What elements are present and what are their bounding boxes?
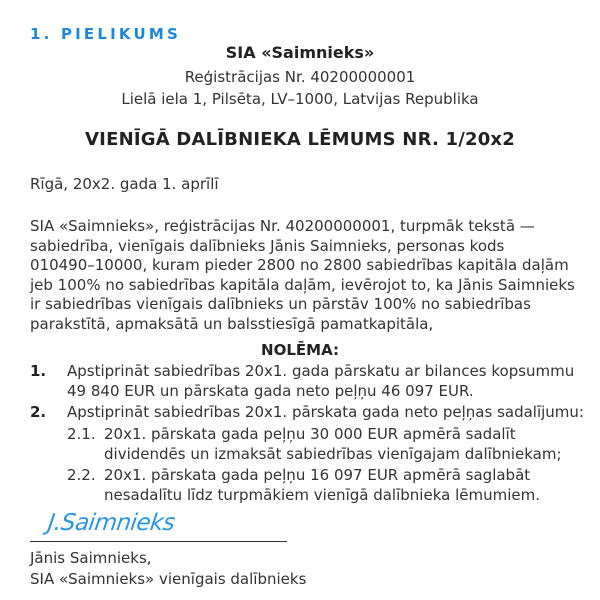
company-address: Lielā iela 1, Pilsēta, LV–1000, Latvijas Republika — [121, 90, 479, 108]
item-line: 49 840 EUR un pārskata gada neto peļņu 46 097 EUR. — [67, 382, 474, 400]
decided-heading: NOLĒMA: — [261, 341, 339, 359]
item-number: 1. — [30, 362, 47, 380]
intro-line: sabiedrība, vienīgais dalībnieks Jānis Saimnieks, personas kods — [30, 236, 505, 255]
subitem-number: 2.1. — [67, 425, 96, 443]
subitem-line: dividendēs un izmaksāt sabiedrības vienīgajam dalībniekam; — [104, 445, 562, 463]
document-title: VIENĪGĀ DALĪBNIEKA LĒMUMS NR. 1/20x2 — [85, 129, 515, 150]
item-line: Apstiprināt sabiedrības 20x1. pārskata gada neto peļņas sadalījumu: — [67, 403, 584, 421]
appendix-label: 1. PIELIKUMS — [30, 25, 181, 43]
intro-paragraph — [30, 217, 575, 334]
registration-number: Reģistrācijas Nr. 40200000001 — [184, 68, 416, 86]
place-date: Rīgā, 20x2. gada 1. aprīlī — [30, 175, 219, 193]
subitem-line: 20x1. pārskata gada peļņu 30 000 EUR apmērā sadalīt — [104, 425, 516, 443]
intro-line: 010490–10000, kuram pieder 2800 no 2800 sabiedrības kapitāla daļām — [30, 256, 569, 274]
intro-line: SIA «Saimnieks», reģistrācijas Nr. 40200000001, turpmāk tekstā — — [30, 217, 535, 235]
handwritten-signature: J.Saimnieks — [46, 510, 177, 536]
company-name: SIA «Saimnieks» — [225, 43, 375, 62]
subitem-line: nesadalītu līdz turpmākiem vienīgā dalībnieka lēmumiem. — [104, 486, 540, 504]
intro-line: ir sabiedrības vienīgais dalībnieks un pārstāv 100% no sabiedrības — [30, 295, 531, 313]
intro-line: parakstītā, apmaksātā un balsstiesīgā pamatkapitāla, — [30, 314, 434, 333]
subitem-number: 2.2. — [67, 466, 96, 484]
signature-line — [30, 541, 287, 542]
signer-role: SIA «Saimnieks» vienīgais dalībnieks — [30, 570, 307, 588]
subitem-line: 20x1. pārskata gada peļņu 16 097 EUR apmērā saglabāt — [104, 466, 531, 484]
item-line: Apstiprināt sabiedrības 20x1. gada pārskatu ar bilances kopsummu — [67, 362, 575, 380]
item-number: 2. — [30, 403, 47, 421]
intro-line: jeb 100% no sabiedrības kapitāla daļām, ievērojot to, ka Jānis Saimnieks — [30, 275, 575, 294]
signer-name: Jānis Saimnieks, — [30, 549, 152, 567]
